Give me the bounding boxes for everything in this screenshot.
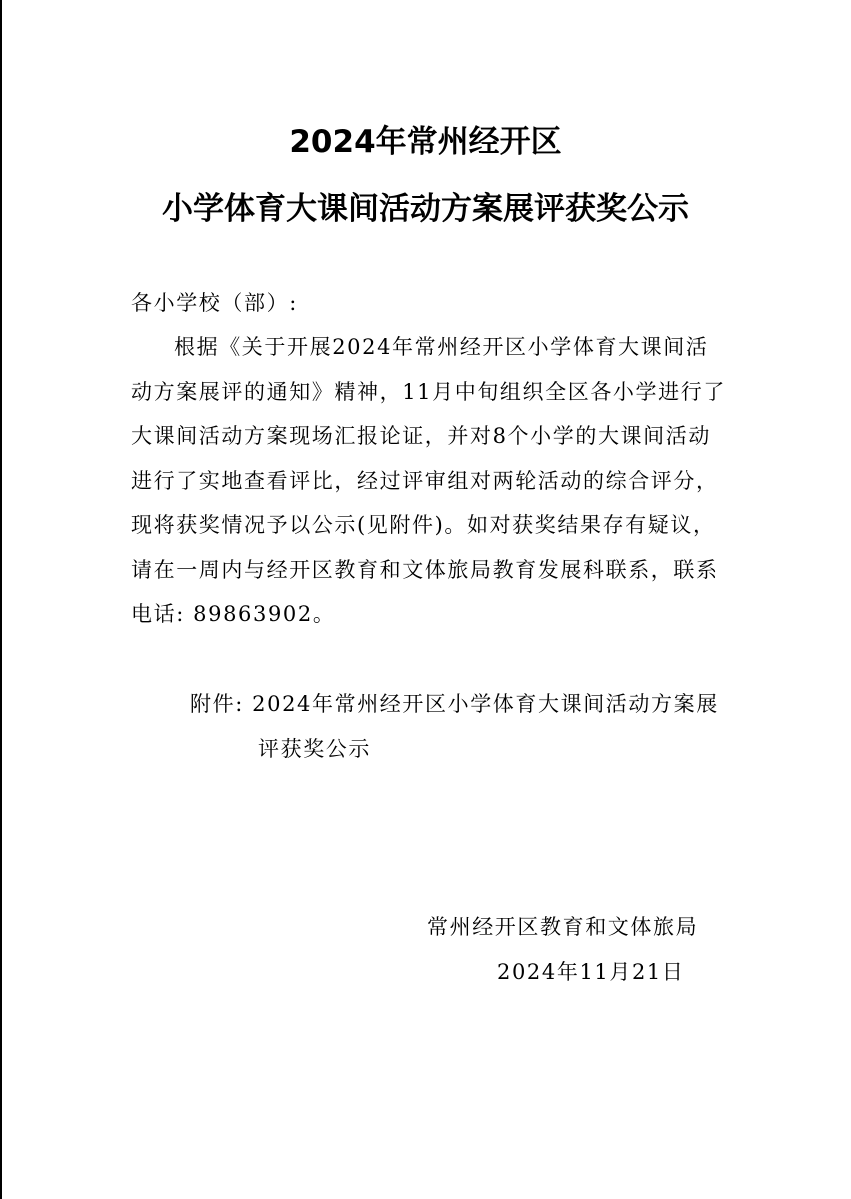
document-title-line-2: 小学体育大课间活动方案展评获奖公示 — [162, 191, 689, 227]
paragraph-line: 进行了实地查看评比，经过评审组对两轮活动的综合评分， — [131, 468, 719, 493]
left-page-border — [0, 0, 2, 1199]
salutation: 各小学校（部）: — [131, 291, 298, 315]
paragraph-line: 根据《关于开展2024年常州经开区小学体育大课间活 — [174, 335, 709, 359]
paragraph-line: 电话: 89863902。 — [131, 602, 336, 626]
attachment-line: 附件: 2024年常州经开区小学体育大课间活动方案展 — [190, 692, 719, 716]
attachment-note — [190, 682, 719, 771]
paragraph-line: 现将获奖情况予以公示(见附件)。如对获奖结果存有疑议， — [131, 513, 716, 537]
issuer-signature: 常州经开区教育和文体旅局 — [427, 915, 699, 939]
paragraph-line: 请在一周内与经开区教育和文体旅局教育发展科联系，联系 — [131, 557, 719, 582]
document-title-line-1: 2024年常州经开区 — [289, 124, 562, 160]
paragraph-line: 动方案展评的通知》精神，11月中旬组织全区各小学进行了 — [131, 379, 726, 404]
attachment-line: 评获奖公示 — [258, 736, 371, 761]
body-paragraph — [131, 325, 731, 637]
issue-date: 2024年11月21日 — [497, 960, 685, 984]
paragraph-line: 大课间活动方案现场汇报论证，并对8个小学的大课间活动 — [131, 424, 711, 448]
